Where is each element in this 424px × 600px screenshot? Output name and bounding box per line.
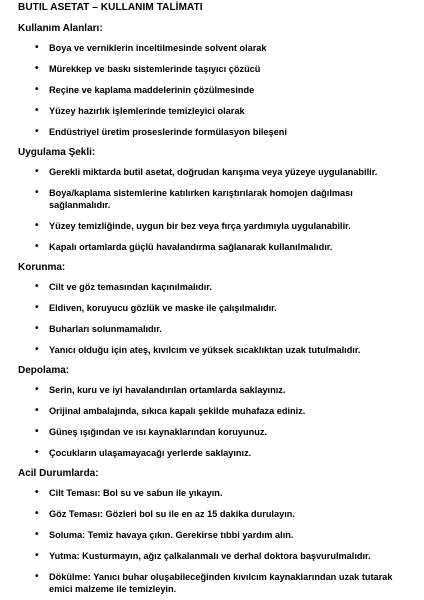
application-list [18,166,414,253]
list-item: • Yüzey temizliğinde, uygun bir bez veya fırça yardımıyla uygulanabilir. [35,220,351,231]
bullet-icon: • [35,84,39,95]
list-item: • Cilt Teması: Bol su ve sabun ile yıkayın. [35,487,223,498]
list-item: • Boya/kaplama sistemlerine katılırken karıştırılarak homojen dağılması sağlanmalıdır. [35,187,353,210]
list-item: • Yutma: Kusturmayın, ağız çalkalanmalı ve derhal doktora başvurulmalıdır. [35,550,371,561]
bullet-icon: • [35,281,39,292]
list-item: • Mürekkep ve baskı sistemlerinde taşıyıcı çözücü [35,63,261,74]
section-heading-application: Uygulama Şekli: [18,147,96,158]
list-item: • Cilt ve göz temasından kaçınılmalıdır. [35,281,212,292]
list-item: • Yüzey hazırlık işlemlerinde temizleyici olarak [35,105,245,116]
bullet-icon: • [35,344,39,355]
list-item: • Kapalı ortamlarda güçlü havalandırma sağlanarak kullanılmalıdır. [35,241,333,252]
bullet-icon: • [35,302,39,313]
bullet-icon: • [35,220,39,231]
list-item: • Çocukların ulaşamayacağı yerlerde saklayınız. [35,447,252,458]
bullet-icon: • [35,323,39,334]
list-item: • Soluma: Temiz havaya çıkın. Gerekirse tıbbi yardım alın. [35,529,294,540]
list-item: • Göz Teması: Gözleri bol su ile en az 15 dakika durulayın. [35,508,295,519]
bullet-icon: • [35,63,39,74]
list-item: • Endüstriyel üretim proseslerinde formülasyon bileşeni [35,126,287,137]
list-item: • Dökülme: Yanıcı buhar oluşabileceğinden kıvılcım kaynaklarından uzak tutarak emici malzeme ile temizleyin. [35,571,393,594]
protection-list [18,281,414,356]
list-item: • Eldiven, koruyucu gözlük ve maske ile çalışılmalıdır. [35,302,277,313]
section-heading-emergency: Acil Durumlarda: [18,468,99,479]
bullet-icon: • [35,384,39,395]
list-item: • Boya ve verniklerin inceltilmesinde solvent olarak [35,42,267,53]
bullet-icon: • [35,447,39,458]
emergency-list [18,487,414,595]
list-item: • Serin, kuru ve iyi havalandırılan ortamlarda saklayınız. [35,384,286,395]
bullet-icon: • [35,571,39,582]
usage-areas-list [18,42,414,138]
bullet-icon: • [35,187,39,198]
bullet-icon: • [35,241,39,252]
section-heading-protection: Korunma: [18,262,66,273]
list-item: • Yanıcı olduğu için ateş, kıvılcım ve yüksek sıcaklıktan uzak tutulmalıdır. [35,344,361,355]
list-item: • Güneş ışığından ve ısı kaynaklarından koruyunuz. [35,426,268,437]
section-heading-storage: Depolama: [18,365,70,376]
bullet-icon: • [35,166,39,177]
bullet-icon: • [35,529,39,540]
document-title: BUTIL ASETAT – KULLANIM TALİMATI [18,2,203,13]
bullet-icon: • [35,42,39,53]
section-heading-usage-areas: Kullanım Alanları: [18,23,103,34]
bullet-icon: • [35,126,39,137]
list-item: • Gerekli miktarda butil asetat, doğrudan karışıma veya yüzeye uygulanabilir. [35,166,378,177]
bullet-icon: • [35,508,39,519]
bullet-icon: • [35,550,39,561]
storage-list [18,384,414,459]
bullet-icon: • [35,105,39,116]
list-item: • Buharları solunmamalıdır. [35,323,162,334]
list-item: • Reçine ve kaplama maddelerinin çözülmesinde [35,84,255,95]
bullet-icon: • [35,426,39,437]
bullet-icon: • [35,487,39,498]
list-item: • Orijinal ambalajında, sıkıca kapalı şekilde muhafaza ediniz. [35,405,306,416]
bullet-icon: • [35,405,39,416]
